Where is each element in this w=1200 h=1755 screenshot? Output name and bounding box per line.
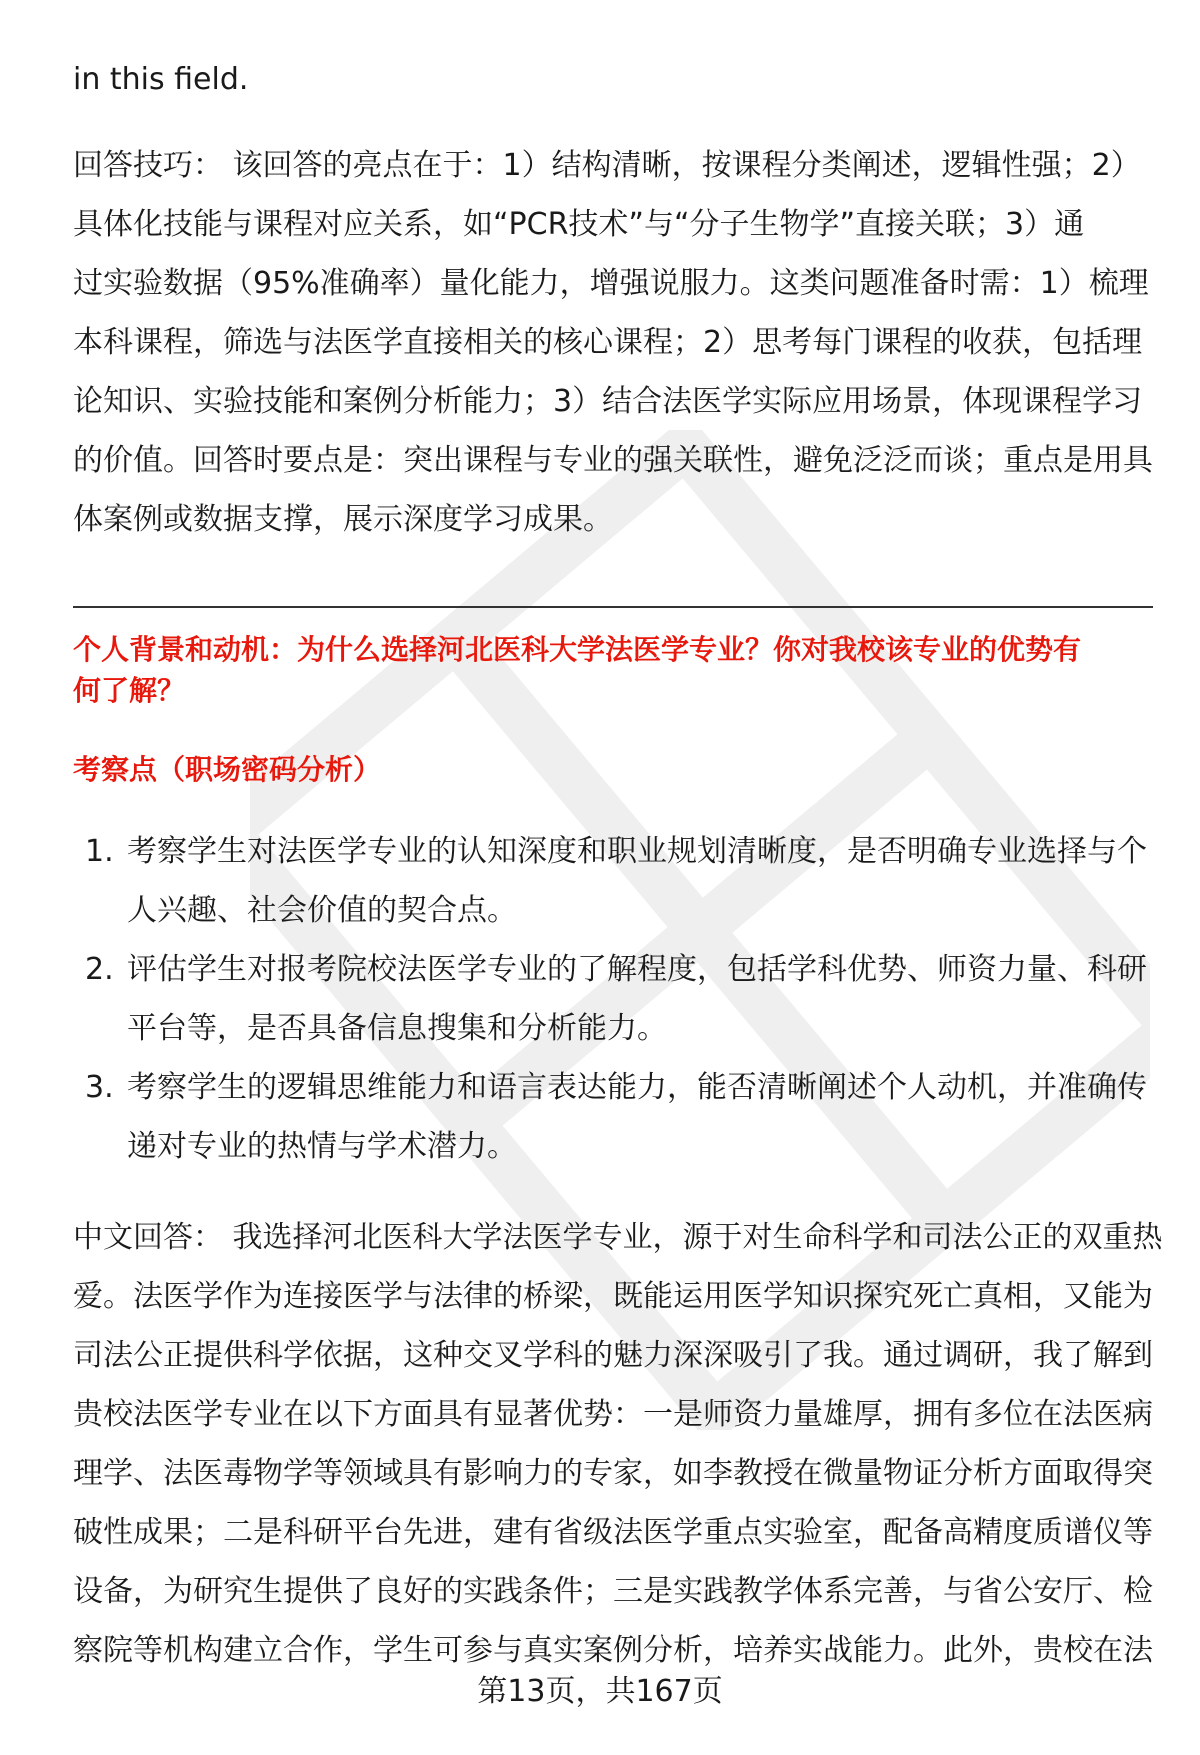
page-number-footer: 第13页，共167页 (477, 1674, 723, 1709)
kaochadian-heading: 考察点（职场密码分析） (73, 753, 382, 786)
tips-line: 的价值。回答时要点是：突出课程与专业的强关联性，避免泛泛而谈；重点是用具 (73, 443, 1153, 478)
list-item-line: 考察学生的逻辑思维能力和语言表达能力，能否清晰阐述个人动机，并准确传 (127, 1070, 1147, 1105)
list-item-line: 评估学生对报考院校法医学专业的了解程度，包括学科优势、师资力量、科研 (127, 952, 1147, 987)
list-item-line: 人兴趣、社会价值的契合点。 (127, 893, 517, 928)
question-line: 个人背景和动机：为什么选择河北医科大学法医学专业？你对我校该专业的优势有 (73, 633, 1082, 666)
answer-line: 理学、法医毒物学等领域具有影响力的专家，如李教授在微量物证分析方面取得突 (73, 1456, 1153, 1491)
answer-line: 贵校法医学专业在以下方面具有显著优势：一是师资力量雄厚，拥有多位在法医病 (73, 1397, 1153, 1432)
tips-line: 过实验数据（95%准确率）量化能力，增强说服力。这类问题准备时需：1）梳理 (73, 266, 1149, 301)
list-item (73, 1058, 1153, 1176)
tips-line: 回答技巧： 该回答的亮点在于：1）结构清晰，按课程分类阐述，逻辑性强；2） (73, 148, 1141, 183)
tips-line: 具体化技能与课程对应关系，如“PCR技术”与“分子生物学”直接关联；3）通 (73, 207, 1085, 242)
list-item-number: 1. (85, 834, 114, 869)
list-item-number: 3. (85, 1070, 114, 1105)
tips-line: 论知识、实验技能和案例分析能力；3）结合法医学实际应用场景，体现课程学习 (73, 384, 1143, 419)
kaochadian-list (73, 822, 1153, 1176)
answer-line: 察院等机构建立合作，学生可参与真实案例分析，培养实战能力。此外，贵校在法 (73, 1633, 1153, 1668)
list-item (73, 940, 1153, 1058)
list-item-number: 2. (85, 952, 114, 987)
question-heading (73, 629, 1153, 711)
list-item-line: 考察学生对法医学专业的认知深度和职业规划清晰度，是否明确专业选择与个 (127, 834, 1147, 869)
answer-line: 设备，为研究生提供了良好的实践条件；三是实践教学体系完善，与省公安厅、检 (73, 1574, 1153, 1609)
answer-line: 司法公正提供科学依据，这种交叉学科的魅力深深吸引了我。通过调研，我了解到 (73, 1338, 1153, 1373)
answer-tips-paragraph (73, 136, 1153, 549)
intro-tail-text: in this field. (73, 62, 249, 97)
section-divider (73, 606, 1153, 608)
list-item (73, 822, 1153, 940)
list-item-line: 平台等，是否具备信息搜集和分析能力。 (127, 1011, 667, 1046)
answer-line: 爱。法医学作为连接医学与法律的桥梁，既能运用医学知识探究死亡真相，又能为 (73, 1279, 1153, 1314)
tips-line: 体案例或数据支撑，展示深度学习成果。 (73, 502, 613, 537)
question-line: 何了解？ (73, 674, 186, 707)
list-item-line: 递对专业的热情与学术潜力。 (127, 1129, 517, 1164)
answer-line: 中文回答： 我选择河北医科大学法医学专业，源于对生命科学和司法公正的双重热 (73, 1220, 1163, 1255)
chinese-answer-paragraph (73, 1208, 1163, 1680)
answer-line: 破性成果；二是科研平台先进，建有省级法医学重点实验室，配备高精度质谱仪等 (73, 1515, 1153, 1550)
tips-line: 本科课程，筛选与法医学直接相关的核心课程；2）思考每门课程的收获，包括理 (73, 325, 1143, 360)
